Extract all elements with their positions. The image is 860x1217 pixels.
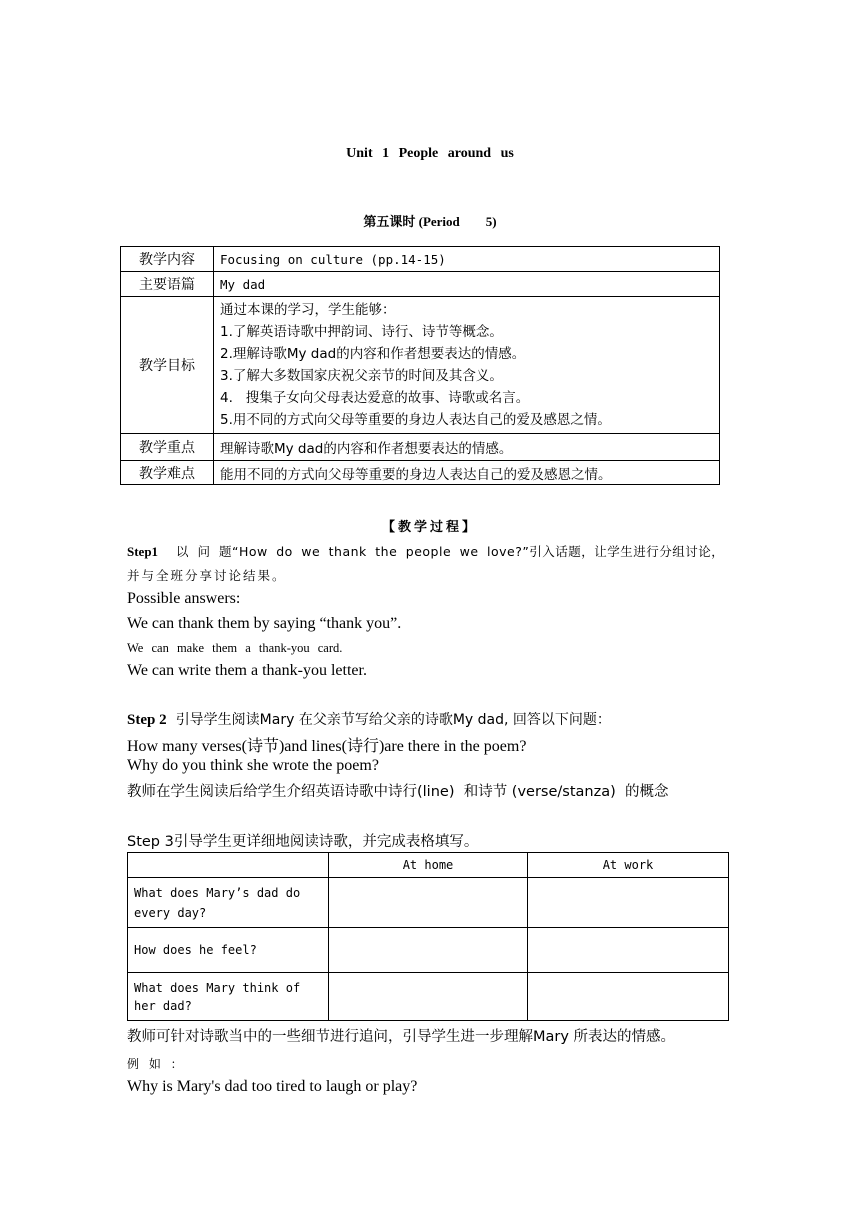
period-number: 5) (485, 214, 497, 229)
difficulty-value: 能用不同的方式向父母等重要的身边人表达自己的爱及感恩之情。 (214, 461, 720, 485)
process-title: 【教学过程】 (381, 520, 478, 535)
table-cell[interactable] (528, 928, 729, 973)
objective-intro: 通过本课的学习，学生能够： (220, 302, 396, 318)
table-cell[interactable] (528, 878, 729, 928)
unit-title: Unit 1 People around us (346, 146, 514, 161)
answer-item: We can make them a thank-you card. (127, 641, 343, 655)
step2-question: How many verses(诗节)and lines(诗行)are there in the poem? (127, 738, 527, 755)
table-cell[interactable] (329, 928, 528, 973)
table-row (128, 928, 729, 973)
table-header-cell: At home (329, 853, 528, 878)
answer-item: We can write them a thank-you letter. (127, 662, 367, 679)
table-row (121, 272, 720, 297)
step2-question: Why do you think she wrote the poem? (127, 757, 379, 774)
table-row (128, 973, 729, 1021)
answers-title: Possible answers: (127, 590, 241, 607)
period-cn: 第五课时 (363, 214, 416, 229)
period-title (0, 211, 860, 230)
table-cell: What does Mary’s dad do every day? (128, 878, 329, 928)
objective-item: 1.了解英语诗歌中押韵词、诗行、诗节等概念。 (220, 324, 503, 340)
key-point-value: 理解诗歌My dad的内容和作者想要表达的情感。 (214, 434, 720, 461)
objective-item: 2.理解诗歌My dad的内容和作者想要表达的情感。 (220, 346, 526, 362)
step3-label: Step 3引导学生更详细地阅读诗歌，并完成表格填写。 (127, 834, 479, 850)
example-question: Why is Mary's dad too tired to laugh or play? (127, 1078, 418, 1095)
table-header-cell: At work (528, 853, 729, 878)
table-row (128, 853, 729, 878)
table-row (121, 297, 720, 434)
step1-text-cont: 并与全班分享讨论结果。 (127, 568, 287, 583)
table-header-cell (128, 853, 329, 878)
step2-label: Step 2 (127, 712, 167, 728)
table-cell[interactable] (329, 973, 528, 1021)
content-label: 教学内容 (121, 247, 214, 272)
step1-text: 以 问 题“How do we thank the people we love?”引入话题，让学生进行分组讨论， (176, 544, 725, 559)
step1-line (127, 542, 724, 560)
content-value: Focusing on culture (pp.14-15) (214, 247, 720, 272)
difficulty-label: 教学难点 (121, 461, 214, 485)
followup-text: 教师可针对诗歌当中的一些细节进行追问，引导学生进一步理解Mary 所表达的情感。 (127, 1029, 676, 1045)
objectives-list (214, 297, 720, 434)
table-row (121, 247, 720, 272)
table-cell: How does he feel? (128, 928, 329, 973)
step2-text: 引导学生阅读Mary 在父亲节写给父亲的诗歌My dad, 回答以下问题： (175, 712, 611, 728)
objective-item: 3.了解大多数国家庆祝父亲节的时间及其含义。 (220, 368, 503, 384)
step2-line (127, 709, 611, 729)
table-row (121, 461, 720, 485)
step3-table (127, 852, 729, 1021)
step1-label: Step1 (127, 544, 159, 559)
objectives-label: 教学目标 (121, 297, 214, 434)
table-row (121, 434, 720, 461)
example-label: 例 如 ： (127, 1057, 186, 1071)
objective-item: 5.用不同的方式向父母等重要的身边人表达自己的爱及感恩之情。 (220, 412, 611, 428)
lesson-info-table (120, 246, 720, 485)
text-value: My dad (214, 272, 720, 297)
text-label: 主要语篇 (121, 272, 214, 297)
table-cell[interactable] (329, 878, 528, 928)
key-point-label: 教学重点 (121, 434, 214, 461)
period-en: (Period (418, 214, 460, 229)
table-cell: What does Mary think of her dad? (128, 973, 329, 1021)
table-cell[interactable] (528, 973, 729, 1021)
objective-item: 4. 搜集子女向父母表达爱意的故事、诗歌或名言。 (220, 390, 530, 406)
step2-note: 教师在学生阅读后给学生介绍英语诗歌中诗行(line) 和诗节 (verse/stanza) 的概念 (127, 784, 669, 800)
table-row (128, 878, 729, 928)
answer-item: We can thank them by saying “thank you”. (127, 615, 402, 632)
